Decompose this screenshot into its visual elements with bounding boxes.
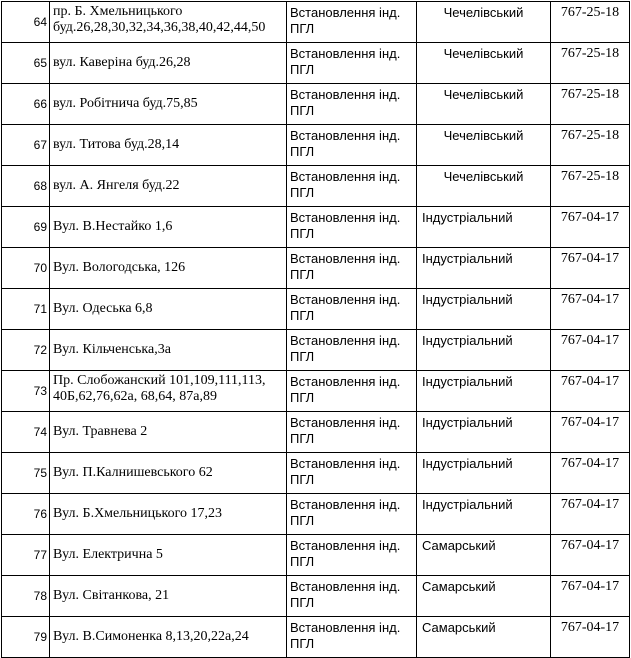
address-line: пр. Б. Хмельницького [53, 4, 183, 19]
work-type-line: ПГЛ [290, 431, 315, 446]
phone-cell: 767-04-17 [551, 576, 630, 617]
table-row [2, 617, 630, 658]
district-cell: Індустріальний [417, 330, 551, 371]
table-row [2, 84, 630, 125]
address-cell [50, 330, 287, 371]
phone-cell: 767-25-18 [551, 166, 630, 207]
row-number: 78 [2, 576, 50, 617]
phone-cell: 767-04-17 [551, 617, 630, 658]
work-type-line: Встановлення інд. [290, 456, 401, 471]
address-cell [50, 412, 287, 453]
work-type-cell [287, 289, 417, 330]
district-cell: Самарський [417, 576, 551, 617]
address-line: Вул. Б.Хмельницького 17,23 [53, 506, 222, 521]
work-type-line: Встановлення інд. [290, 620, 401, 635]
address-line: Вул. В.Симоненка 8,13,20,22а,24 [53, 629, 249, 644]
address-cell [50, 453, 287, 494]
table-row [2, 453, 630, 494]
row-number: 77 [2, 535, 50, 576]
work-type-line: ПГЛ [290, 226, 315, 241]
district-cell: Чечелівський [417, 43, 551, 84]
work-type-cell [287, 371, 417, 412]
row-number: 64 [2, 2, 50, 43]
address-line: Вул. Кільченська,3а [53, 342, 171, 357]
row-number: 75 [2, 453, 50, 494]
address-line: Вул. Травнева 2 [53, 424, 148, 439]
row-number: 68 [2, 166, 50, 207]
work-type-line: ПГЛ [290, 390, 315, 405]
phone-cell: 767-04-17 [551, 494, 630, 535]
row-number: 67 [2, 125, 50, 166]
work-type-line: Встановлення інд. [290, 333, 401, 348]
work-type-line: ПГЛ [290, 513, 315, 528]
work-type-line: ПГЛ [290, 185, 315, 200]
address-cell [50, 2, 287, 43]
phone-cell: 767-04-17 [551, 248, 630, 289]
address-cell [50, 617, 287, 658]
work-type-cell [287, 535, 417, 576]
address-cell [50, 84, 287, 125]
work-type-line: Встановлення інд. [290, 579, 401, 594]
work-type-line: ПГЛ [290, 636, 315, 651]
address-line: буд.26,28,30,32,34,36,38,40,42,44,50 [53, 20, 266, 35]
district-cell: Індустріальний [417, 371, 551, 412]
work-type-line: ПГЛ [290, 554, 315, 569]
work-type-line: Встановлення інд. [290, 497, 401, 512]
table-row [2, 166, 630, 207]
work-type-line: Встановлення інд. [290, 46, 401, 61]
district-cell: Індустріальний [417, 248, 551, 289]
work-type-line: ПГЛ [290, 62, 315, 77]
address-cell [50, 125, 287, 166]
district-cell: Чечелівський [417, 2, 551, 43]
work-type-cell [287, 125, 417, 166]
work-type-cell [287, 166, 417, 207]
district-cell: Індустріальний [417, 207, 551, 248]
table-row [2, 535, 630, 576]
table-row [2, 412, 630, 453]
maintenance-table [1, 1, 630, 658]
district-cell: Самарський [417, 535, 551, 576]
address-line: Вул. Світанкова, 21 [53, 588, 170, 603]
work-type-line: ПГЛ [290, 267, 315, 282]
phone-cell: 767-04-17 [551, 289, 630, 330]
address-line: Вул. П.Калнишевського 62 [53, 465, 213, 480]
work-type-line: Встановлення інд. [290, 251, 401, 266]
row-number: 66 [2, 84, 50, 125]
work-type-cell [287, 494, 417, 535]
work-type-line: ПГЛ [290, 308, 315, 323]
work-type-line: Встановлення інд. [290, 538, 401, 553]
work-type-line: ПГЛ [290, 144, 315, 159]
phone-cell: 767-04-17 [551, 412, 630, 453]
phone-cell: 767-25-18 [551, 125, 630, 166]
work-type-line: ПГЛ [290, 103, 315, 118]
address-cell [50, 494, 287, 535]
phone-cell: 767-25-18 [551, 84, 630, 125]
work-type-line: Встановлення інд. [290, 128, 401, 143]
row-number: 76 [2, 494, 50, 535]
address-line: Пр. Слобожанский 101,109,111,113, [53, 373, 266, 388]
row-number: 72 [2, 330, 50, 371]
work-type-line: Встановлення інд. [290, 169, 401, 184]
row-number: 74 [2, 412, 50, 453]
row-number: 73 [2, 371, 50, 412]
work-type-cell [287, 2, 417, 43]
address-line: Вул. Одеська 6,8 [53, 301, 153, 316]
row-number: 71 [2, 289, 50, 330]
work-type-line: Встановлення інд. [290, 5, 401, 20]
district-cell: Самарський [417, 617, 551, 658]
district-cell: Індустріальний [417, 412, 551, 453]
address-cell [50, 371, 287, 412]
address-line: Вул. Вологодська, 126 [53, 260, 186, 275]
work-type-line: ПГЛ [290, 472, 315, 487]
table-row [2, 125, 630, 166]
work-type-line: ПГЛ [290, 349, 315, 364]
address-cell [50, 207, 287, 248]
work-type-cell [287, 43, 417, 84]
row-number: 79 [2, 617, 50, 658]
address-cell [50, 289, 287, 330]
work-type-cell [287, 576, 417, 617]
district-cell: Чечелівський [417, 125, 551, 166]
district-cell: Індустріальний [417, 494, 551, 535]
phone-cell: 767-04-17 [551, 207, 630, 248]
work-type-line: ПГЛ [290, 21, 315, 36]
row-number: 70 [2, 248, 50, 289]
phone-cell: 767-04-17 [551, 453, 630, 494]
phone-cell: 767-04-17 [551, 535, 630, 576]
table-row [2, 43, 630, 84]
address-line: вул. Каверіна буд.26,28 [53, 55, 191, 70]
phone-cell: 767-04-17 [551, 330, 630, 371]
table-row [2, 2, 630, 43]
work-type-cell [287, 84, 417, 125]
work-type-cell [287, 330, 417, 371]
district-cell: Чечелівський [417, 84, 551, 125]
work-type-line: Встановлення інд. [290, 415, 401, 430]
work-type-line: Встановлення інд. [290, 87, 401, 102]
work-type-line: Встановлення інд. [290, 210, 401, 225]
table-row [2, 207, 630, 248]
district-cell: Чечелівський [417, 166, 551, 207]
address-cell [50, 166, 287, 207]
work-type-line: Встановлення інд. [290, 292, 401, 307]
work-type-cell [287, 453, 417, 494]
work-type-line: Встановлення інд. [290, 374, 401, 389]
row-number: 65 [2, 43, 50, 84]
address-line: Вул. В.Нестайко 1,6 [53, 219, 173, 234]
address-line: Вул. Електрична 5 [53, 547, 163, 562]
work-type-cell [287, 207, 417, 248]
table-row [2, 576, 630, 617]
address-line: вул. А. Янгеля буд.22 [53, 178, 180, 193]
phone-cell: 767-04-17 [551, 371, 630, 412]
district-cell: Індустріальний [417, 289, 551, 330]
address-cell [50, 43, 287, 84]
work-type-cell [287, 617, 417, 658]
table-row [2, 371, 630, 412]
row-number: 69 [2, 207, 50, 248]
address-cell [50, 248, 287, 289]
work-type-cell [287, 248, 417, 289]
table-row [2, 330, 630, 371]
table-row [2, 494, 630, 535]
table-body [2, 2, 630, 658]
phone-cell: 767-25-18 [551, 2, 630, 43]
district-cell: Індустріальний [417, 453, 551, 494]
address-cell [50, 535, 287, 576]
address-line: вул. Робітнича буд.75,85 [53, 96, 198, 111]
work-type-line: ПГЛ [290, 595, 315, 610]
work-type-cell [287, 412, 417, 453]
address-line: вул. Титова буд.28,14 [53, 137, 180, 152]
table-row [2, 248, 630, 289]
table-row [2, 289, 630, 330]
address-line: 40Б,62,76,62а, 68,64, 87а,89 [53, 389, 217, 404]
address-cell [50, 576, 287, 617]
phone-cell: 767-25-18 [551, 43, 630, 84]
